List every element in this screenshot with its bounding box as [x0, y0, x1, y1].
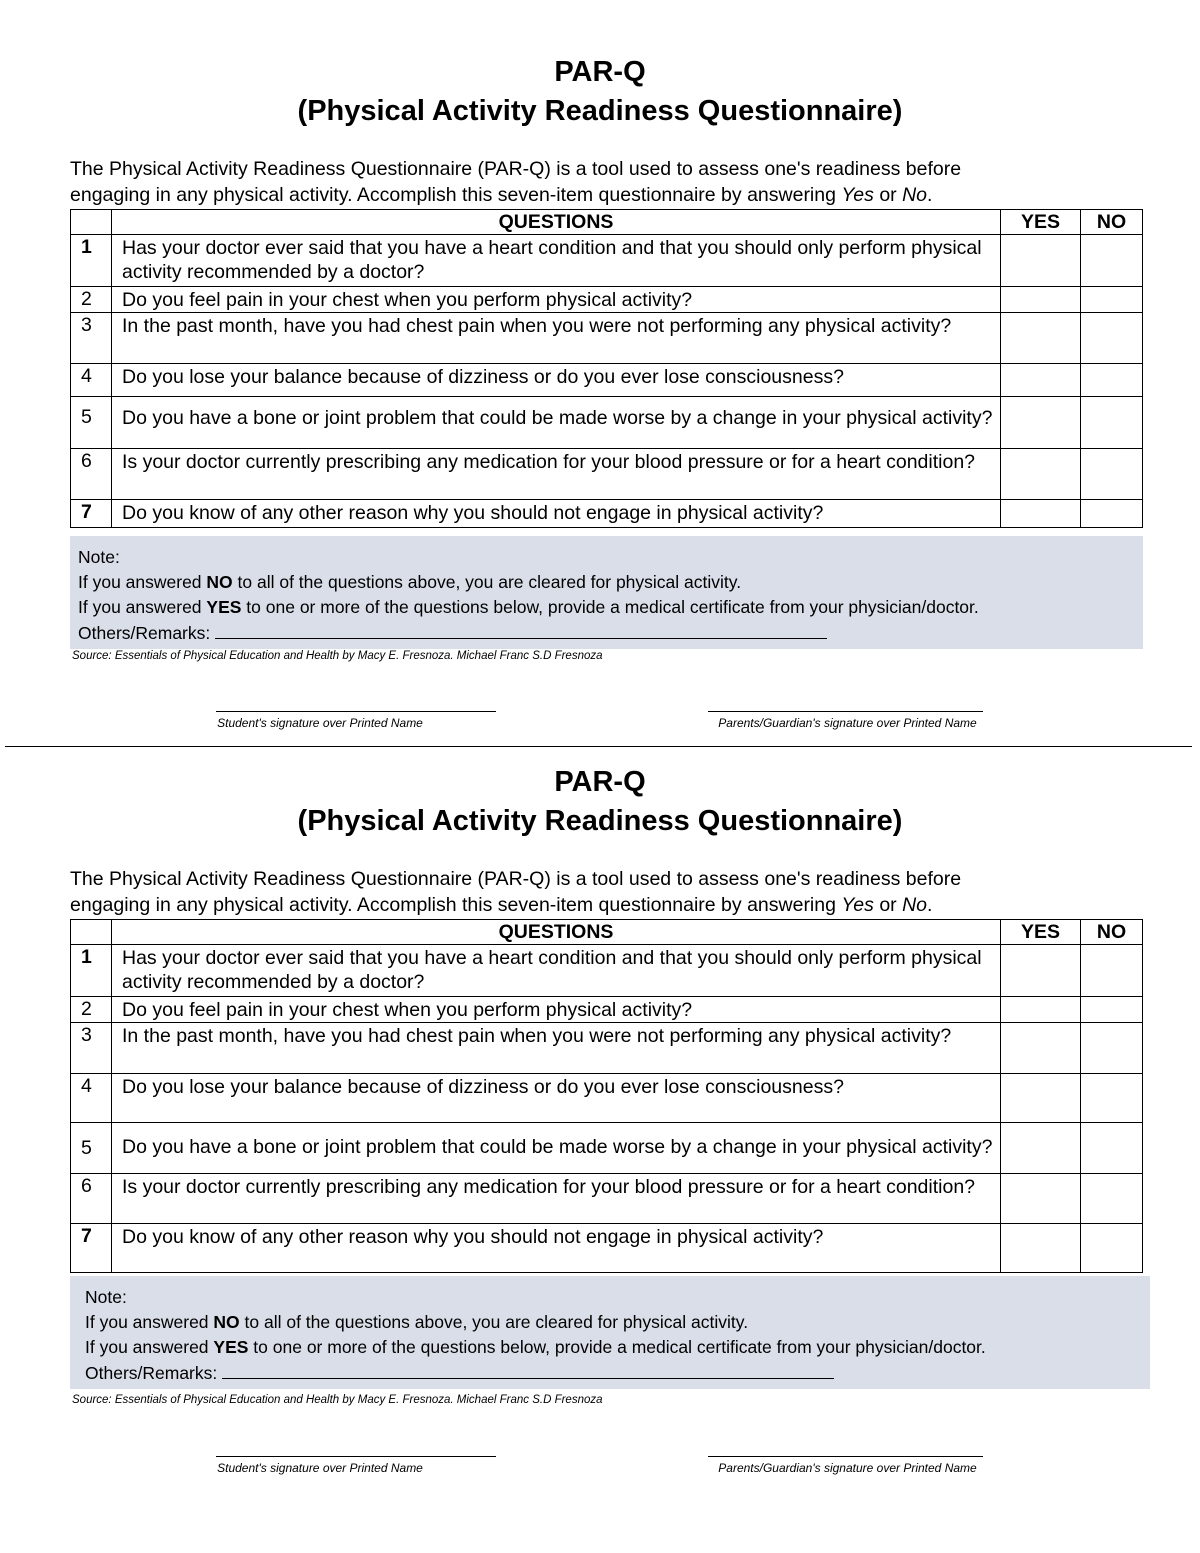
student-signature-label: Student's signature over Printed Name: [217, 716, 423, 730]
no-answer-cell[interactable]: [1081, 449, 1143, 500]
note-label: Note:: [78, 547, 120, 567]
question-text: Is your doctor currently prescribing any medication for your blood pressure or for a heart condition?: [112, 449, 1001, 500]
yes-answer-cell[interactable]: [1001, 313, 1081, 364]
intro-line-2: engaging in any physical activity. Accomplish this seven-item questionnaire by answering Yes or No.: [70, 894, 933, 916]
table-header: [71, 920, 1143, 945]
parent-signature-label: Parents/Guardian's signature over Printed Name: [718, 716, 977, 730]
question-number: 1: [71, 945, 112, 997]
table-row: [71, 313, 1143, 364]
remarks-field[interactable]: [215, 620, 827, 639]
no-answer-cell[interactable]: [1081, 500, 1143, 528]
question-number: 4: [71, 1074, 112, 1123]
no-answer-cell[interactable]: [1081, 397, 1143, 449]
intro-line-1: The Physical Activity Readiness Questionnaire (PAR-Q) is a tool used to assess one's readiness before: [70, 158, 962, 180]
no-answer-cell[interactable]: [1081, 1174, 1143, 1224]
remarks-label: Others/Remarks:: [85, 1363, 223, 1383]
question-text: Has your doctor ever said that you have a heart condition and that you should only perform physical activity recommended by a doctor?: [112, 235, 1001, 287]
header-num: [71, 920, 112, 945]
table-row: [71, 1074, 1143, 1123]
no-answer-cell[interactable]: [1081, 235, 1143, 287]
question-number: 7: [71, 500, 112, 528]
question-number: 6: [71, 1174, 112, 1224]
yes-answer-cell[interactable]: [1001, 1023, 1081, 1074]
no-answer-cell[interactable]: [1081, 1123, 1143, 1174]
form-subtitle: (Physical Activity Readiness Questionnaire): [297, 95, 903, 127]
table-row: [71, 1023, 1143, 1074]
yes-answer-cell[interactable]: [1001, 1174, 1081, 1224]
parq-form-1: [0, 0, 1200, 740]
header-yes: YES: [1001, 920, 1081, 945]
table-row: [71, 1123, 1143, 1174]
questions-table: [70, 209, 1143, 528]
no-answer-cell[interactable]: [1081, 1224, 1143, 1273]
question-text: Do you know of any other reason why you should not engage in physical activity?: [112, 500, 1001, 528]
parq-form-2: [0, 710, 1200, 1475]
yes-answer-cell[interactable]: [1001, 235, 1081, 287]
source-citation: Source: Essentials of Physical Education and Health by Macy E. Fresnoza. Michael Franc S.D Fresnoza: [72, 1394, 603, 1406]
remarks-row: [85, 1360, 1150, 1386]
note-line-yes: If you answered YES to one or more of the questions below, provide a medical certificate from your physician/doctor.: [78, 597, 979, 617]
question-text: Do you lose your balance because of dizziness or do you ever lose consciousness?: [112, 364, 1001, 397]
note-line-yes: If you answered YES to one or more of the questions below, provide a medical certificate from your physician/doctor.: [85, 1337, 986, 1357]
table-row: [71, 500, 1143, 528]
question-text: Do you feel pain in your chest when you perform physical activity?: [112, 287, 1001, 313]
yes-answer-cell[interactable]: [1001, 449, 1081, 500]
question-text: Do you have a bone or joint problem that could be made worse by a change in your physical activity?: [112, 397, 1001, 449]
yes-answer-cell[interactable]: [1001, 945, 1081, 997]
remarks-field[interactable]: [222, 1360, 834, 1379]
question-number: 1: [71, 235, 112, 287]
question-text: Do you lose your balance because of dizziness or do you ever lose consciousness?: [112, 1074, 1001, 1123]
source-citation: Source: Essentials of Physical Education and Health by Macy E. Fresnoza. Michael Franc S.D Fresnoza: [72, 650, 603, 662]
intro-line-2: engaging in any physical activity. Accomplish this seven-item questionnaire by answering Yes or No.: [70, 184, 933, 206]
intro-paragraph: [70, 156, 1150, 208]
header-questions: QUESTIONS: [112, 210, 1001, 235]
table-row: [71, 1174, 1143, 1224]
table-header: [71, 210, 1143, 235]
yes-answer-cell[interactable]: [1001, 364, 1081, 397]
header-no: NO: [1081, 920, 1143, 945]
question-number: 3: [71, 1023, 112, 1074]
questions-table: [70, 919, 1143, 1273]
yes-answer-cell[interactable]: [1001, 1224, 1081, 1273]
no-answer-cell[interactable]: [1081, 364, 1143, 397]
note-line-no: If you answered NO to all of the questions above, you are cleared for physical activity.: [78, 572, 742, 592]
question-text: Has your doctor ever said that you have a heart condition and that you should only perform physical activity recommended by a doctor?: [112, 945, 1001, 997]
yes-answer-cell[interactable]: [1001, 287, 1081, 313]
yes-answer-cell[interactable]: [1001, 397, 1081, 449]
table-row: [71, 1224, 1143, 1273]
table-row: [71, 235, 1143, 287]
question-number: 3: [71, 313, 112, 364]
question-number: 2: [71, 997, 112, 1023]
form-title: PAR-Q: [554, 56, 646, 88]
no-answer-cell[interactable]: [1081, 1074, 1143, 1123]
question-number: 5: [71, 397, 112, 449]
note-box: [70, 536, 1143, 649]
no-answer-cell[interactable]: [1081, 313, 1143, 364]
question-text: In the past month, have you had chest pain when you were not performing any physical activity?: [112, 313, 1001, 364]
note-line-no: If you answered NO to all of the questions above, you are cleared for physical activity.: [85, 1312, 749, 1332]
no-answer-cell[interactable]: [1081, 287, 1143, 313]
yes-answer-cell[interactable]: [1001, 997, 1081, 1023]
header-num: [71, 210, 112, 235]
yes-answer-cell[interactable]: [1001, 500, 1081, 528]
yes-answer-cell[interactable]: [1001, 1074, 1081, 1123]
intro-line-1: The Physical Activity Readiness Questionnaire (PAR-Q) is a tool used to assess one's readiness before: [70, 868, 962, 890]
header-yes: YES: [1001, 210, 1081, 235]
question-text: In the past month, have you had chest pain when you were not performing any physical activity?: [112, 1023, 1001, 1074]
question-text: Do you feel pain in your chest when you perform physical activity?: [112, 997, 1001, 1023]
table-row: [71, 997, 1143, 1023]
question-text: Do you have a bone or joint problem that could be made worse by a change in your physical activity?: [112, 1123, 1001, 1174]
table-row: [71, 449, 1143, 500]
yes-answer-cell[interactable]: [1001, 1123, 1081, 1174]
question-number: 4: [71, 364, 112, 397]
table-row: [71, 364, 1143, 397]
remarks-label: Others/Remarks:: [78, 623, 216, 643]
question-text: Is your doctor currently prescribing any medication for your blood pressure or for a heart condition?: [112, 1174, 1001, 1224]
question-number: 7: [71, 1224, 112, 1273]
remarks-row: [78, 620, 1143, 646]
note-label: Note:: [85, 1287, 127, 1307]
table-row: [71, 397, 1143, 449]
question-number: 5: [71, 1123, 112, 1174]
question-number: 6: [71, 449, 112, 500]
form-subtitle: (Physical Activity Readiness Questionnaire): [297, 805, 903, 837]
parent-signature-label: Parents/Guardian's signature over Printed Name: [718, 1461, 977, 1475]
question-text: Do you know of any other reason why you should not engage in physical activity?: [112, 1224, 1001, 1273]
table-row: [71, 945, 1143, 997]
parent-signature-line[interactable]: [708, 1456, 983, 1457]
student-signature-line[interactable]: [216, 1456, 496, 1457]
no-answer-cell[interactable]: [1081, 945, 1143, 997]
no-answer-cell[interactable]: [1081, 1023, 1143, 1074]
student-signature-label: Student's signature over Printed Name: [217, 1461, 423, 1475]
header-no: NO: [1081, 210, 1143, 235]
intro-paragraph: [70, 866, 1150, 918]
note-box: [70, 1276, 1150, 1389]
question-number: 2: [71, 287, 112, 313]
no-answer-cell[interactable]: [1081, 997, 1143, 1023]
header-questions: QUESTIONS: [112, 920, 1001, 945]
table-row: [71, 287, 1143, 313]
form-title: PAR-Q: [554, 766, 646, 798]
